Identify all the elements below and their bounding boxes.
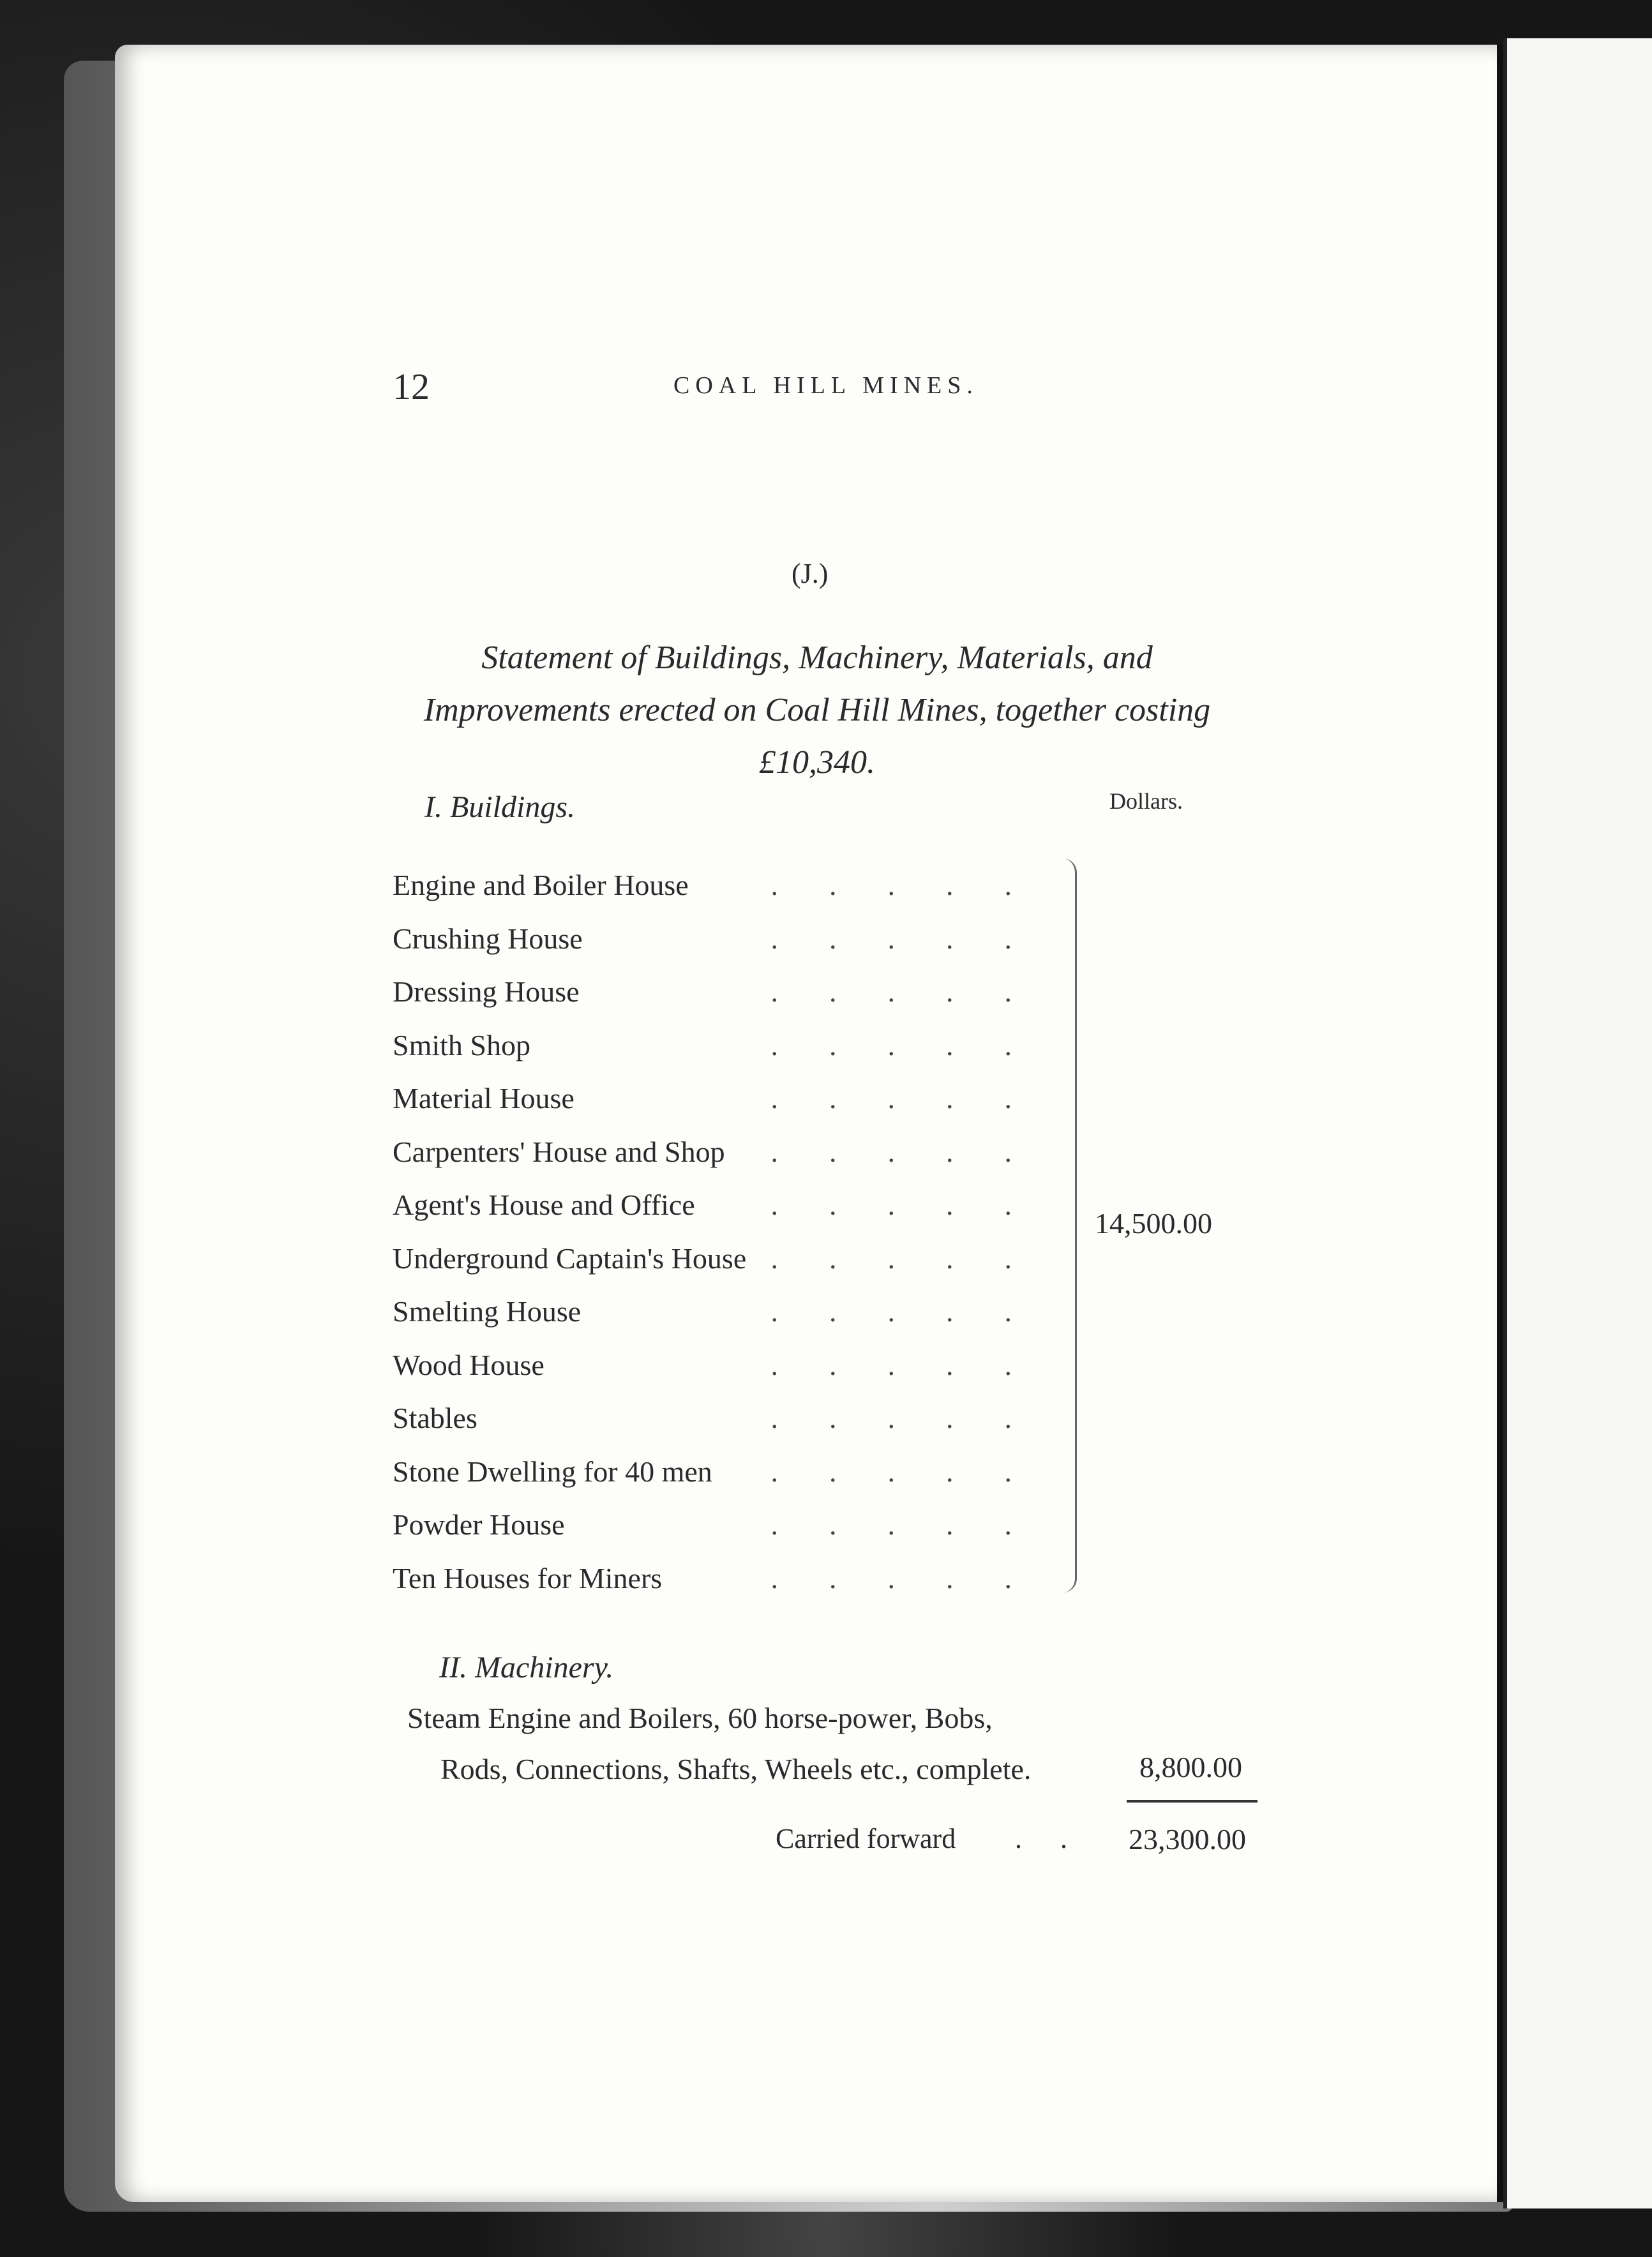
building-item-label: Crushing House (393, 922, 583, 955)
building-item (393, 1498, 1063, 1552)
carried-forward-amount: 23,300.00 (1129, 1823, 1246, 1856)
building-item-label: Wood House (393, 1348, 544, 1381)
building-item-label: Dressing House (393, 975, 580, 1008)
building-item-label: Underground Captain's House (393, 1241, 747, 1275)
buildings-amount: 14,500.00 (1095, 1207, 1212, 1240)
section-label: (J.) (792, 558, 829, 589)
page-fold (1497, 45, 1503, 2202)
building-item (393, 1232, 1063, 1286)
dot-leader: ..... (770, 869, 1063, 901)
dot-leader: ..... (770, 1508, 1063, 1541)
building-item (393, 1125, 1063, 1179)
buildings-brace (1060, 859, 1077, 1593)
building-item (393, 912, 1063, 966)
building-item (393, 1072, 1063, 1125)
building-item (393, 859, 1063, 912)
dot-leader: ..... (770, 1402, 1063, 1434)
building-item-label: Stables (393, 1402, 477, 1434)
page-number: 12 (393, 366, 430, 407)
dot-leader: ..... (770, 1082, 1063, 1114)
building-item (393, 1338, 1063, 1392)
statement-title: Statement of Buildings, Machinery, Materials, and Improvements erected on Coal Hill Mines, together costing £10,340. (423, 640, 1211, 781)
running-head: COAL HILL MINES. (673, 372, 979, 399)
dot-leader: ..... (770, 1295, 1063, 1328)
dot-leader: ..... (770, 1135, 1063, 1168)
building-item-label: Agent's House and Office (393, 1188, 695, 1221)
machinery-description-line1: Steam Engine and Boilers, 60 horse-power, Bobs, (407, 1702, 993, 1734)
dot-leader: ..... (770, 1348, 1063, 1381)
dot-leader: ..... (770, 975, 1063, 1008)
dot-leader: ..... (770, 1455, 1063, 1488)
building-item (393, 1285, 1063, 1338)
building-item (393, 1019, 1063, 1072)
building-item-label: Stone Dwelling for 40 men (393, 1455, 712, 1488)
building-item (393, 1445, 1063, 1499)
building-item-label: Smith Shop (393, 1028, 531, 1061)
building-item (393, 1391, 1063, 1445)
dollars-column-header: Dollars. (1109, 788, 1183, 814)
building-item-label: Engine and Boiler House (393, 869, 689, 901)
dot-leader: ..... (770, 1188, 1063, 1221)
building-item-label: Carpenters' House and Shop (393, 1135, 725, 1168)
building-item (393, 965, 1063, 1019)
total-rule (1127, 1800, 1258, 1803)
carried-forward-label: Carried forward (776, 1823, 956, 1854)
buildings-heading: I. Buildings. (424, 790, 575, 824)
building-item-label: Material House (393, 1082, 574, 1114)
machinery-heading: II. Machinery. (439, 1651, 614, 1684)
dot-leader: ..... (770, 1028, 1063, 1061)
machinery-description-line2: Rods, Connections, Shafts, Wheels etc., complete. (440, 1753, 1032, 1785)
building-item-label: Smelting House (393, 1295, 582, 1328)
building-item (393, 1552, 1063, 1605)
carried-forward-leader: .. (1015, 1823, 1106, 1854)
machinery-amount: 8,800.00 (1139, 1751, 1242, 1783)
building-item-label: Ten Houses for Miners (393, 1561, 663, 1594)
building-item (393, 1178, 1063, 1232)
dot-leader: ..... (770, 1241, 1063, 1275)
dot-leader: ..... (770, 922, 1063, 955)
dot-leader: ..... (770, 1561, 1063, 1594)
next-page-edge (1503, 38, 1652, 2208)
building-item-label: Powder House (393, 1508, 565, 1541)
buildings-list (393, 859, 1063, 1605)
